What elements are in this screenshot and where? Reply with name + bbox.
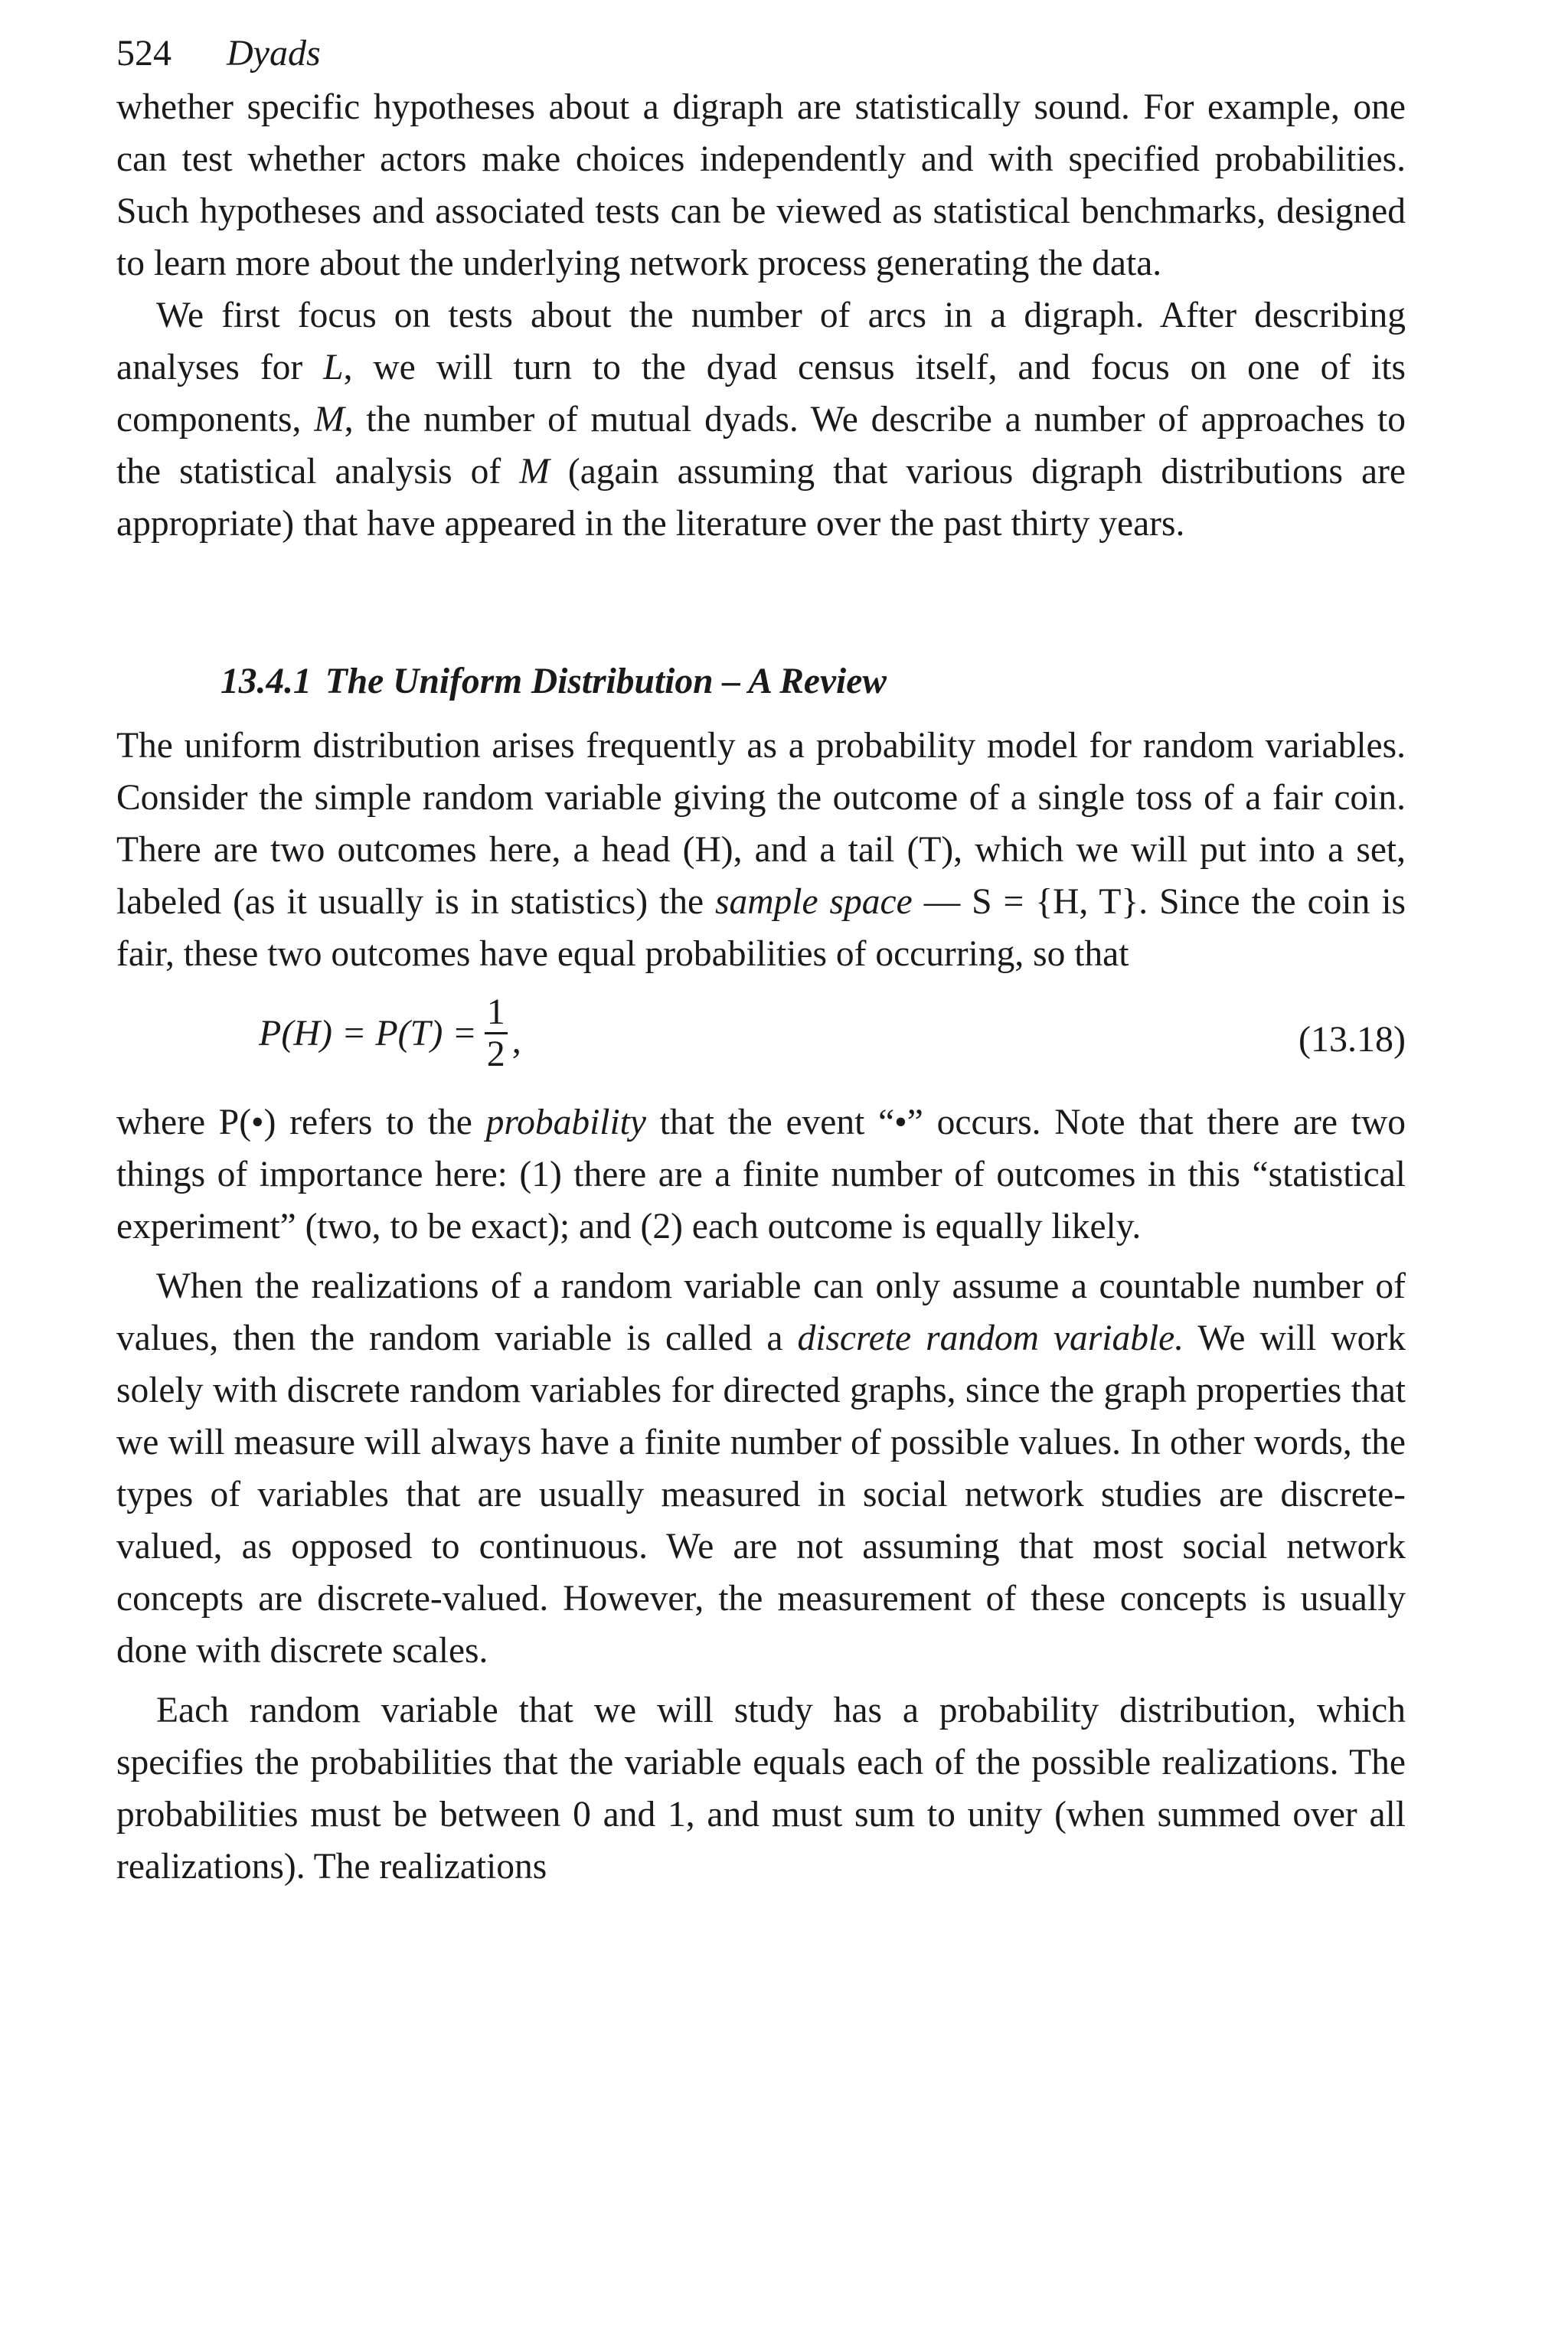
paragraph-intro-1: whether specific hypotheses about a digraph are statistically sound. For example, one can test whether actors make choices independently and with specified probabilities. Such hypotheses and associated tests can be viewed as statistical benchmarks, designed to learn more about the underlying network process generating the data. xyxy=(116,87,1406,283)
text-fragment: We first focus on tests about the number of arcs in a digraph. After describing analyses for xyxy=(116,296,1406,387)
text-fragment: , we will turn to the dyad census itself, and focus on one of its components, xyxy=(116,348,1406,439)
text-fragment: that the event “•” occurs. Note that there are two things of importance here: (1) there are a finite number of outcomes in this “statistical experiment” (two, to be exact); and (2) each outcome is equally likely. xyxy=(116,1103,1406,1246)
text-fragment: The uniform distribution arises frequently as a probability model for random variables. Consider the simple random variable giving the outcome of a single toss of a fair coin. There are two outcomes here, a head (H), and a tail (T), which we will put into a set, labeled (as it usually is in statistics) the xyxy=(116,726,1406,922)
paragraph-uniform-1 xyxy=(116,720,1406,980)
page-number: 524 xyxy=(116,33,172,74)
text-fragment: — S = {H, T}. Since the coin is fair, these two outcomes have equal probabilities of occurring, so that xyxy=(116,882,1406,974)
text-fragment: We will work solely with discrete random variables for directed graphs, since the graph properties that we will measure will always have a finite number of possible values. In other words, the types of variables that are usually measured in social network studies are discrete-valued, as opposed to continuous. We are not assuming that most social network concepts are discrete-valued. However, the measurement of these concepts is usually done with discrete scales. xyxy=(116,1318,1406,1671)
paragraph-intro-2 xyxy=(116,289,1406,550)
equation-lhs: P(H) = P(T) = xyxy=(259,1012,477,1054)
page xyxy=(116,31,1406,1893)
paragraph-discrete xyxy=(116,1260,1406,1677)
equation-block xyxy=(116,988,1406,1092)
section-title: The Uniform Distribution – A Review xyxy=(325,662,887,701)
paragraph-gap xyxy=(116,1677,1406,1684)
emphasis-term: probability xyxy=(485,1103,646,1142)
text-fragment: When the realizations of a random variable can only assume a countable number of values, then the random variable is called a xyxy=(116,1266,1406,1358)
paragraph-uniform-2 xyxy=(116,1096,1406,1253)
equation-number: (13.18) xyxy=(1298,1019,1406,1060)
equation-comma: , xyxy=(511,1020,521,1061)
emphasis-term: discrete random variable. xyxy=(797,1318,1184,1358)
math-variable-M: M xyxy=(519,452,550,492)
text-fragment: (again assuming that various digraph distributions are appropriate) that have appeared in the literature over the past thirty years. xyxy=(116,452,1406,544)
running-title: Dyads xyxy=(227,33,321,74)
math-variable-M: M xyxy=(314,400,345,439)
section-number: 13.4.1 xyxy=(220,662,312,701)
running-head xyxy=(116,31,1406,81)
fraction-numerator: 1 xyxy=(486,992,505,1032)
fraction-denominator: 2 xyxy=(486,1034,505,1074)
text-fragment: , the number of mutual dyads. We describe a number of approaches to the statistical analysis of xyxy=(116,400,1406,492)
text-fragment: where P(•) refers to the xyxy=(116,1103,486,1142)
paragraph-distribution: Each random variable that we will study has a probability distribution, which specifies the probabilities that the variable equals each of the possible realizations. The probabilities must be between 0 and 1, and must sum to unity (when summed over all realizations). The realizations xyxy=(116,1691,1406,1887)
paragraph-gap xyxy=(116,1253,1406,1260)
equation xyxy=(259,992,521,1074)
math-variable-L: L xyxy=(323,348,344,387)
emphasis-term: sample space xyxy=(715,882,913,922)
section-heading xyxy=(116,655,1406,707)
fraction xyxy=(485,992,508,1074)
